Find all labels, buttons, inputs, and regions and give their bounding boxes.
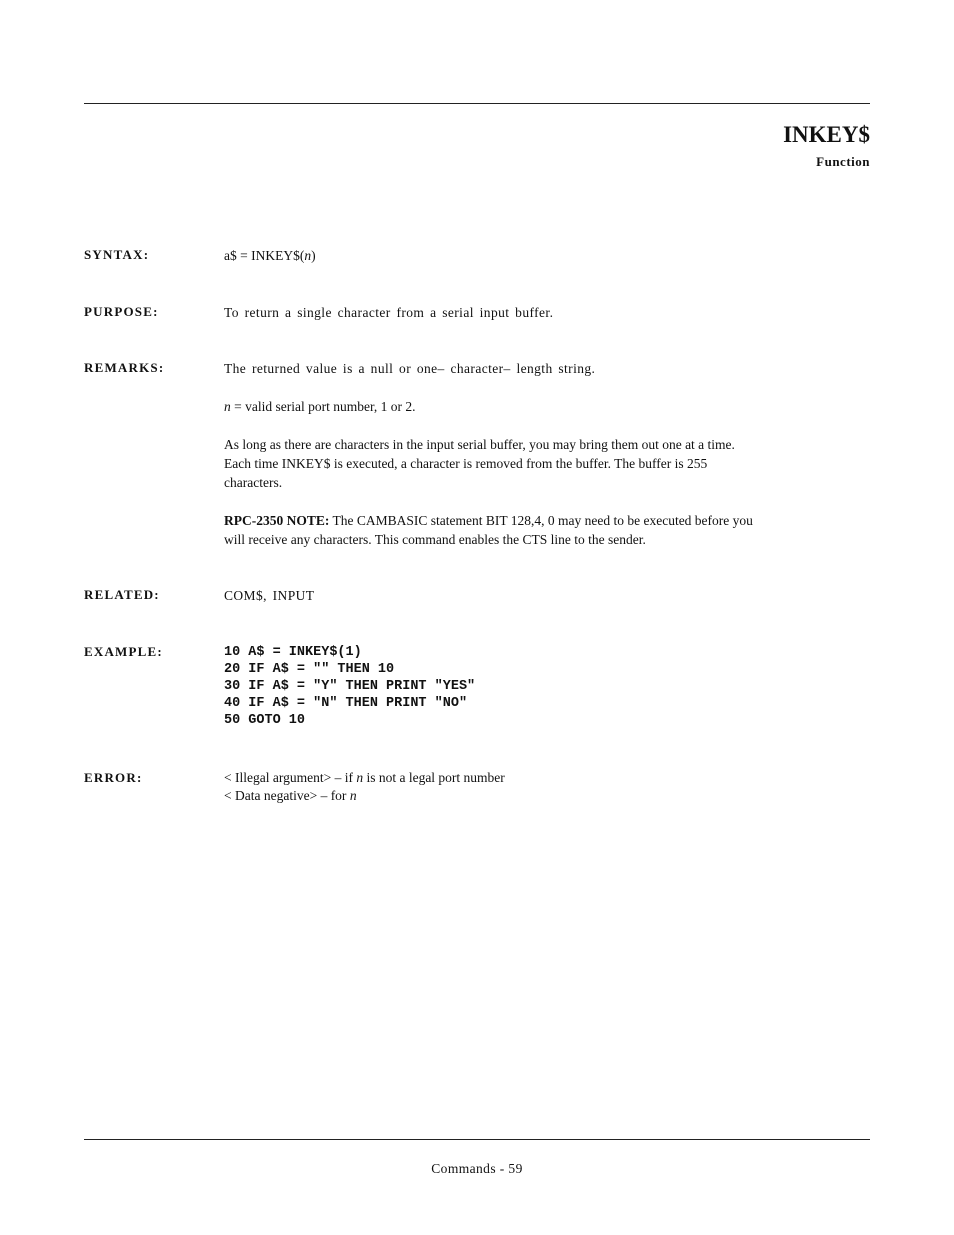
remarks-param-text: = valid serial port number, 1 or 2. — [230, 399, 416, 414]
purpose-label: PURPOSE: — [84, 304, 159, 319]
page-title: INKEY$ — [783, 122, 870, 147]
page-footer: Commands - 59 — [431, 1161, 523, 1176]
related-text: COM$, INPUT — [224, 588, 315, 603]
remarks-paragraph-3 — [224, 435, 854, 492]
remarks-paragraph-1: The returned value is a null or one– character– length string. — [224, 361, 596, 376]
code-line: 50 GOTO 10 — [224, 713, 306, 728]
note-label: RPC-2350 NOTE: — [224, 513, 330, 528]
remarks-param: n — [224, 399, 231, 414]
error-label: ERROR: — [84, 770, 143, 785]
remarks-paragraph-2 — [224, 397, 854, 416]
error-param: n — [349, 788, 357, 803]
code-line: 40 IF A$ = "N" THEN PRINT "NO" — [224, 696, 468, 711]
syntax-suffix: ) — [311, 248, 316, 263]
remarks-p3-line-1: As long as there are characters in the input serial buffer, you may bring them out one at a time. — [224, 437, 735, 452]
syntax-content — [224, 246, 854, 265]
code-line: 20 IF A$ = "" THEN 10 — [224, 662, 395, 677]
syntax-param: n — [304, 248, 312, 263]
related-label: RELATED: — [84, 587, 160, 602]
error-content — [224, 769, 854, 805]
error-line-2 — [224, 787, 854, 805]
remarks-label: REMARKS: — [84, 360, 165, 375]
footer-rule — [84, 1139, 870, 1140]
example-label: EXAMPLE: — [84, 644, 163, 659]
remarks-p3-line-3: characters. — [224, 475, 283, 490]
syntax-label: SYNTAX: — [84, 247, 150, 262]
error-param: n — [356, 770, 364, 785]
remarks-content — [224, 359, 854, 549]
note-line-1: The CAMBASIC statement BIT 128,4, 0 may need to be executed before you — [329, 513, 753, 528]
note-line-2: will receive any characters. This command enables the CTS line to the sender. — [224, 532, 646, 547]
page-subtitle: Function — [816, 154, 870, 169]
purpose-text: To return a single character from a serial input buffer. — [224, 305, 554, 320]
example-code — [224, 644, 854, 729]
error-line-1 — [224, 769, 854, 787]
code-line: 30 IF A$ = "Y" THEN PRINT "YES" — [224, 679, 476, 694]
error-line-1-end: is not a legal port number — [363, 770, 505, 785]
syntax-prefix: a$ = INKEY$( — [224, 248, 305, 263]
remarks-note — [224, 511, 854, 549]
error-line-2-text: < Data negative> – for — [224, 788, 350, 803]
remarks-p3-line-2: Each time INKEY$ is executed, a character is removed from the buffer. The buffer is 255 — [224, 456, 708, 471]
error-line-1-text: < Illegal argument> – if — [224, 770, 357, 785]
header-rule — [84, 103, 870, 104]
code-line: 10 A$ = INKEY$(1) — [224, 645, 362, 660]
